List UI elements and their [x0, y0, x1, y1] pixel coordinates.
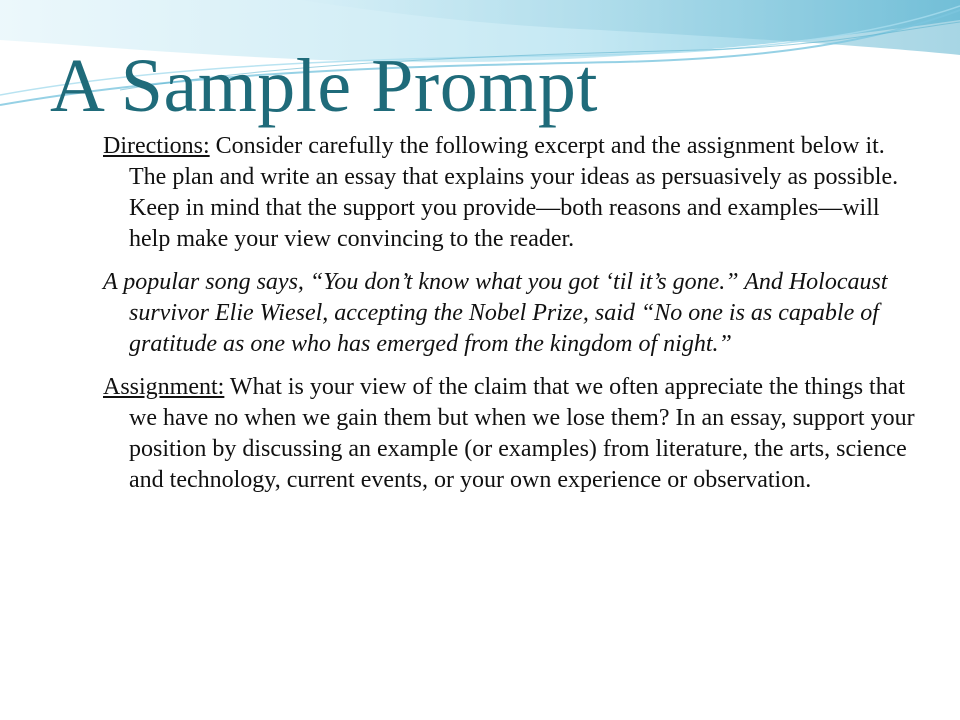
slide-body — [103, 131, 915, 508]
directions-text: Consider carefully the following excerpt and the assignment below it. The plan and write an essay that explains your ideas as persuasively as possible. Keep in mind that the support you provide—both reasons and examples—will help make your view convincing to the reader. — [129, 133, 899, 252]
assignment-label: Assignment: — [103, 374, 225, 400]
assignment-text: What is your view of the claim that we often appreciate the things that we have no when we gain them but when we lose them? In an essay, support your position by discussing an example (or examples) from literature, the arts, science and technology, current events, or your own experience or observation. — [129, 374, 915, 493]
assignment-paragraph — [103, 372, 915, 496]
directions-paragraph — [103, 131, 915, 255]
directions-label: Directions: — [103, 133, 210, 159]
excerpt-quote: A popular song says, “You don’t know what you got ‘til it’s gone.” And Holocaust survivor Elie Wiesel, accepting the Nobel Prize, said “No one is as capable of gratitude as one who has emerged from the kingdom of night.” — [103, 269, 888, 357]
slide-title: A Sample Prompt — [50, 44, 598, 128]
